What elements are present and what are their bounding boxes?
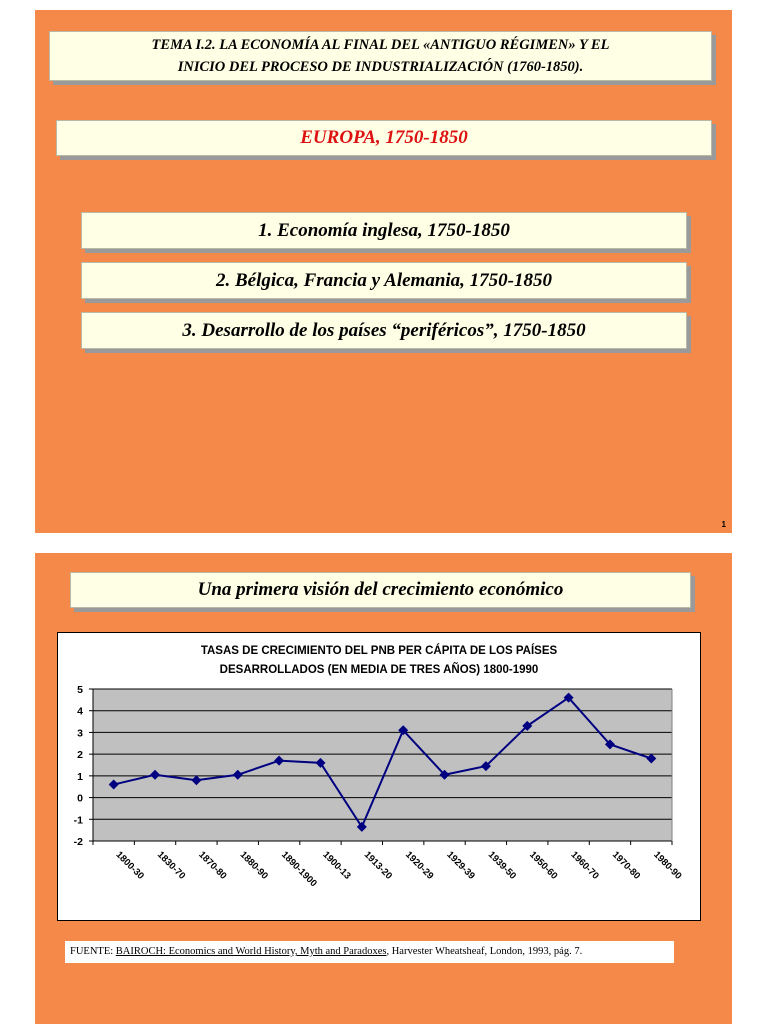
topic-item-1: 1. Economía inglesa, 1750-1850 [81,212,687,249]
x-tick-label: 1929-39 [444,849,477,882]
x-tick-label: 1950-60 [527,849,560,882]
y-tick-label: -1 [73,814,83,827]
x-tick-label: 1920-29 [403,849,436,882]
y-tick-label: 5 [77,684,83,696]
x-tick-label: 1913-20 [361,849,395,882]
y-tick-label: 4 [77,705,83,718]
slide-2 [35,553,732,1024]
x-tick-label: 1970-80 [609,849,643,882]
plot-area [93,689,672,841]
slide-heading: Una primera visión del crecimiento económico [70,572,691,608]
source-prefix: FUENTE: [70,946,116,957]
y-tick-label: 2 [77,749,83,762]
source-note [65,941,674,963]
slide-title-line-2: INICIO DEL PROCESO DE INDUSTRIALIZACIÓN (1760-1850). [177,59,584,75]
chart-frame [57,632,701,921]
y-tick-label: 1 [77,770,83,783]
y-tick-label: 3 [77,727,83,740]
chart-title-line-2: DESARROLLADOS (EN MEDIA DE TRES AÑOS) 1800-1990 [219,664,539,676]
y-tick-label: 0 [77,792,83,805]
x-tick-label: 1939-50 [485,849,519,882]
chart-title-line-1: TASAS DE CRECIMIENTO DEL PNB PER CÁPITA DE LOS PAÍSES [200,645,558,657]
slide-1 [35,10,732,533]
page-number: 1 [721,520,726,529]
x-tick-label: 1960-70 [568,849,601,882]
slide-title-line-1: TEMA I.2. LA ECONOMÍA AL FINAL DEL «ANTIGUO RÉGIMEN» Y EL [151,37,610,53]
x-tick-label: 1800-30 [113,849,146,882]
x-tick-label: 1870-80 [196,849,229,882]
x-axis-ticks [93,841,684,889]
topic-item-3: 3. Desarrollo de los países “periféricos”, 1750-1850 [81,312,687,349]
x-tick-label: 1900-13 [320,849,353,882]
topic-item-2: 2. Bélgica, Francia y Alemania, 1750-1850 [81,262,687,299]
source-suffix: , Harvester Wheatsheaf, London, 1993, pág. 7. [386,946,583,957]
x-tick-label: 1880-90 [237,849,271,882]
section-subtitle: EUROPA, 1750-1850 [56,120,712,156]
x-tick-label: 1830-70 [154,849,188,882]
y-axis-ticks [74,684,93,848]
x-tick-label: 1980-90 [651,849,684,882]
x-tick-label: 1890-1900 [278,849,319,890]
source-link[interactable]: BAIROCH: Economics and World History, Myth and Paradoxes [115,946,387,957]
y-tick-label: -2 [73,836,83,848]
slide-title [49,31,712,81]
line-chart [58,633,700,920]
